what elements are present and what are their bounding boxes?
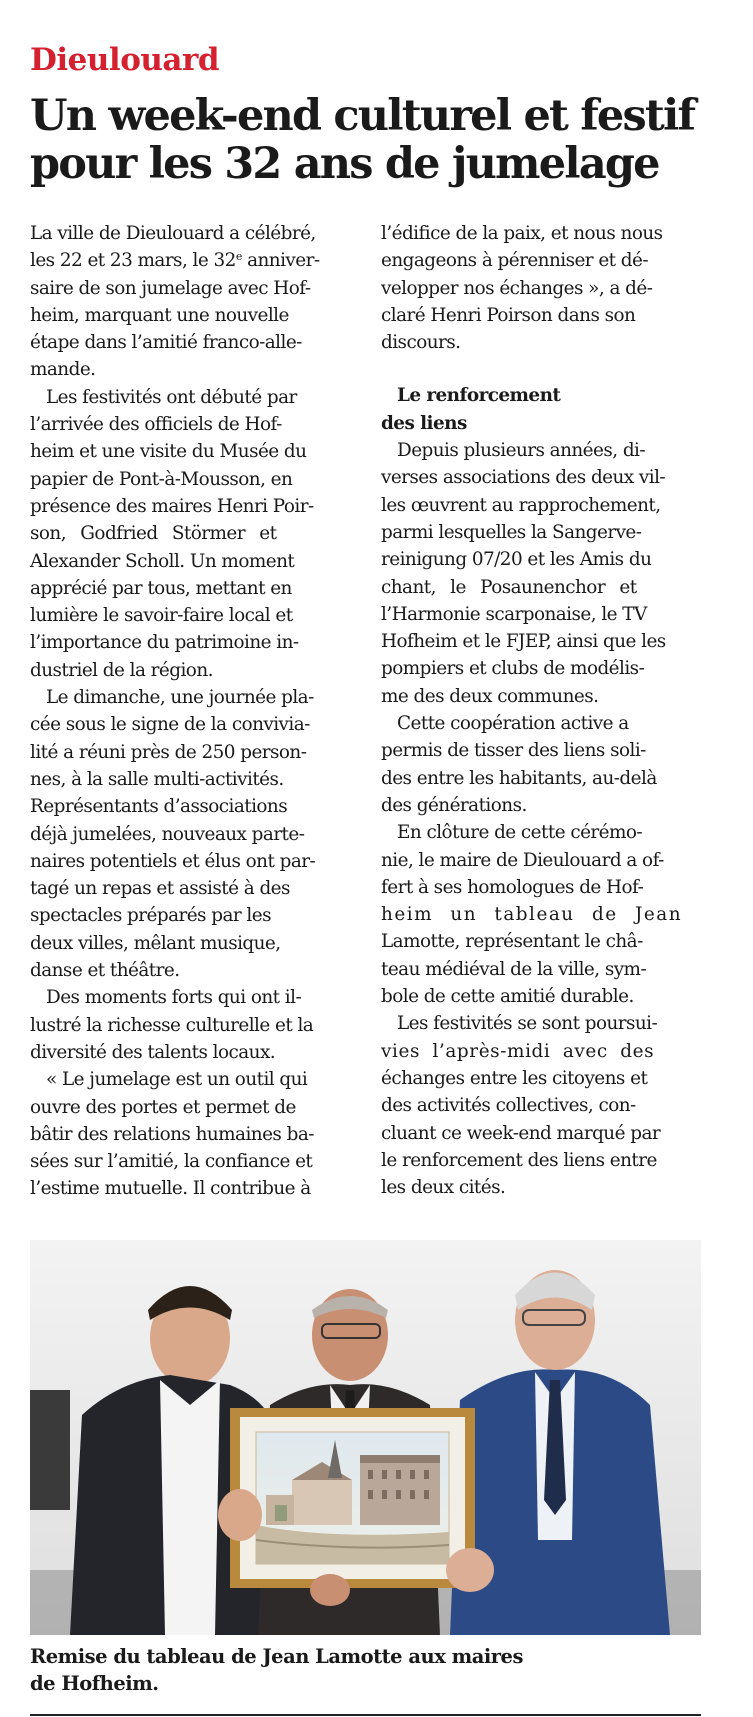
text-line: Représentants d’associations — [30, 796, 288, 818]
text-line: « Le jumelage est un outil qui — [46, 1069, 308, 1091]
text-line: fert à ses homologues de Hof- — [381, 876, 644, 898]
text-line: Alexander Scholl. Un moment — [30, 550, 295, 572]
text-line: des générations. — [381, 794, 527, 816]
photo-caption — [30, 1643, 523, 1697]
text-line: sées sur l’amitié, la confiance et — [30, 1151, 313, 1173]
text-line: des activités collectives, con- — [381, 1095, 636, 1117]
text-line: lumière le savoir-faire local et — [30, 605, 293, 627]
text-line: lustré la richesse culturelle et la — [30, 1014, 314, 1036]
text-line: engageons à pérenniser et dé- — [381, 250, 649, 272]
text-line: papier de Pont-à-Mousson, en — [30, 468, 293, 490]
photo-image — [30, 1240, 701, 1635]
text-line: discours. — [381, 332, 461, 354]
headline-line: Un week-end culturel et festif — [30, 91, 695, 141]
text-line: ouvre des portes et permet de — [30, 1096, 296, 1118]
text-line: vies l’après-midi avec des — [381, 1040, 655, 1062]
text-line: Les festivités ont débuté par — [46, 386, 297, 408]
text-line: nie, le maire de Dieulouard a of- — [381, 849, 664, 871]
text-line: Les festivités se sont poursui- — [397, 1013, 658, 1035]
bottom-rule — [30, 1714, 701, 1716]
text-line: dustriel de la région. — [30, 659, 213, 681]
text-line: teau médiéval de la ville, sym- — [381, 958, 647, 980]
text-line: me des deux communes. — [381, 685, 599, 707]
headline — [30, 92, 730, 188]
text-line: cluant ce week-end marqué par — [381, 1122, 661, 1144]
text-line: les œuvrent au rapprochement, — [381, 494, 661, 516]
text-line: heim et une visite du Musée du — [30, 441, 307, 463]
text-line: étape dans l’amitié franco-alle- — [30, 332, 302, 354]
text-line: échanges entre les citoyens et — [381, 1067, 648, 1089]
caption-line: Remise du tableau de Jean Lamotte aux maires — [30, 1645, 523, 1668]
text-line: claré Henri Poirson dans son — [381, 304, 636, 326]
text-line: chant, le Posaunenchor et — [381, 576, 637, 598]
text-line: Lamotte, représentant le châ- — [381, 931, 643, 953]
text-line: parmi lesquelles la Sangerve- — [381, 521, 642, 543]
caption-line: de Hofheim. — [30, 1672, 159, 1695]
text-line: son, Godfried Störmer et — [30, 523, 277, 545]
text-line: En clôture de cette cérémo- — [397, 822, 643, 844]
article-photo — [30, 1240, 701, 1635]
text-line: La ville de Dieulouard a célébré, — [30, 223, 316, 244]
text-line: heim un tableau de Jean — [381, 904, 683, 926]
text-line: déjà jumelées, nouveaux parte- — [30, 823, 305, 845]
text-line: cée sous le signe de la convivia- — [30, 714, 310, 736]
text-line: Des moments forts qui ont il- — [46, 987, 302, 1009]
text-line: danse et théâtre. — [30, 960, 180, 982]
text-line: permis de tisser des liens soli- — [381, 740, 646, 762]
right-column — [381, 220, 703, 1201]
text-line: tagé un repas et assisté à des — [30, 878, 290, 900]
text-line: bâtir des relations humaines ba- — [30, 1123, 314, 1145]
text-line: diversité des talents locaux. — [30, 1041, 276, 1063]
text-line: Le dimanche, une journée pla- — [46, 687, 314, 709]
text-line: saire de son jumelage avec Hof- — [30, 277, 311, 299]
section-subhead: des liens — [381, 412, 467, 434]
text-line: mande. — [30, 359, 96, 381]
text-line: naires potentiels et élus ont par- — [30, 850, 316, 872]
text-line: des entre les habitants, au-delà — [381, 767, 657, 789]
text-line: Hofheim et le FJEP, ainsi que les — [381, 631, 666, 653]
left-column — [30, 220, 352, 1203]
text-line: verses associations des deux vil- — [381, 467, 666, 489]
text-line: l’édifice de la paix, et nous nous — [381, 223, 663, 244]
text-line: l’importance du patrimoine in- — [30, 632, 299, 654]
text-line: les 22 et 23 mars, le 32e anniver- — [30, 250, 320, 272]
text-line: nes, à la salle multi-activités. — [30, 768, 284, 790]
text-line: apprécié par tous, mettant en — [30, 577, 292, 599]
text-line: spectacles préparés par les — [30, 905, 271, 927]
text-line: les deux cités. — [381, 1177, 506, 1199]
text-line: pompiers et clubs de modélis- — [381, 658, 645, 680]
text-line: lité a réuni près de 250 person- — [30, 741, 307, 763]
headline-line: pour les 32 ans de jumelage — [30, 139, 659, 189]
text-line: velopper nos échanges », a dé- — [381, 277, 653, 299]
text-line: Depuis plusieurs années, di- — [397, 440, 646, 462]
text-line: l’estime mutuelle. Il contribue à — [30, 1178, 311, 1200]
text-line: reinigung 07/20 et les Amis du — [381, 549, 652, 571]
text-line: présence des maires Henri Poir- — [30, 495, 314, 517]
section-subhead: Le renforcement — [397, 385, 561, 407]
text-line: Cette coopération active a — [397, 713, 629, 735]
text-line: bole de cette amitié durable. — [381, 986, 634, 1008]
text-line: deux villes, mêlant musique, — [30, 932, 281, 954]
text-line: heim, marquant une nouvelle — [30, 304, 289, 326]
text-line: l’arrivée des officiels de Hof- — [30, 414, 282, 436]
section-kicker: Dieulouard — [30, 42, 220, 78]
text-line: l’Harmonie scarponaise, le TV — [381, 603, 647, 625]
text-line: le renforcement des liens entre — [381, 1149, 657, 1171]
